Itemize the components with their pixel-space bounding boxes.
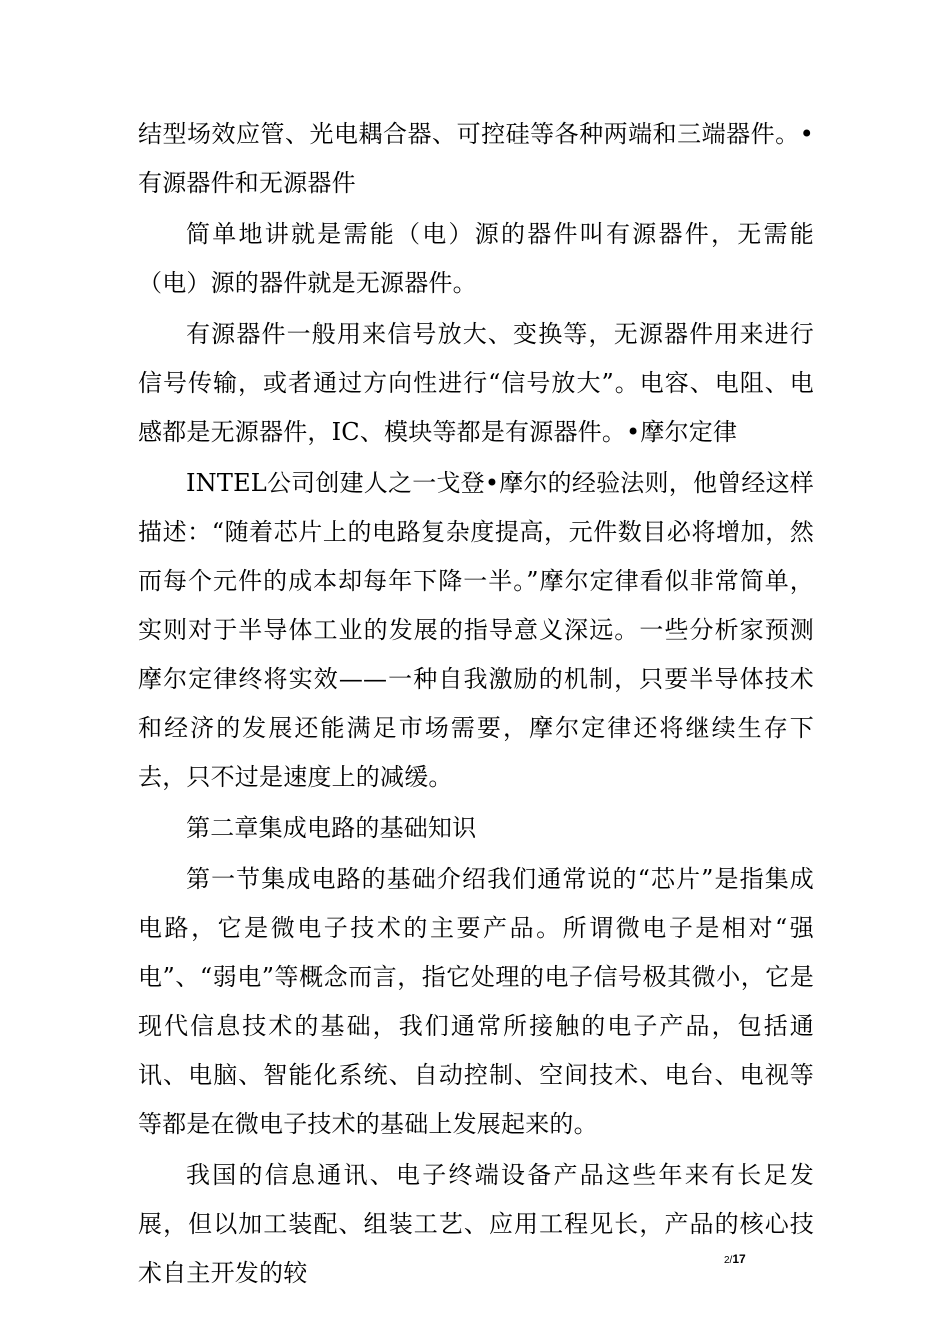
paragraph-3: 有源器件一般用来信号放大、变换等，无源器件用来进行信号传输，或者通过方向性进行“信号放大”。电容、电阻、电感都是无源器件，IC、模块等都是有源器件。•摩尔定律	[138, 320, 814, 446]
document-body	[138, 110, 814, 1298]
chapter-heading: 第二章集成电路的基础知识	[186, 814, 477, 842]
paragraph-7: 我国的信息通讯、电子终端设备产品这些年来有长足发展，但以加工装配、组装工艺、应用工程见长，产品的核心技术自主开发的较	[138, 1161, 814, 1287]
page-number	[724, 1252, 746, 1268]
paragraph-1: 结型场效应管、光电耦合器、可控硅等各种两端和三端器件。•有源器件和无源器件	[138, 120, 814, 197]
paragraph-4: INTEL公司创建人之一戈登•摩尔的经验法则，他曾经这样描述：“随着芯片上的电路复杂度提高，元件数目必将增加，然而每个元件的成本却每年下降一半。”摩尔定律看似非常简单，实则对于半导体工业的发展的指导意义深远。一些分析家预测摩尔定律终将实效——一种自我激励的机制，只要半导体技术和经济的发展还能满足市场需要，摩尔定律还将继续生存下去，只不过是速度上的减缓。	[138, 469, 814, 791]
paragraph-2: 简单地讲就是需能（电）源的器件叫有源器件，无需能（电）源的器件就是无源器件。	[138, 220, 814, 297]
paragraph-6: 第一节集成电路的基础介绍我们通常说的“芯片”是指集成电路，它是微电子技术的主要产品。所谓微电子是相对“强电”、“弱电”等概念而言，指它处理的电子信号极其微小，它是现代信息技术的基础，我们通常所接触的电子产品，包括通讯、电脑、智能化系统、自动控制、空间技术、电台、电视等等都是在微电子技术的基础上发展起来的。	[138, 865, 814, 1138]
page-number-total: 17	[732, 1252, 746, 1266]
page-number-current: 2/	[724, 1255, 733, 1266]
